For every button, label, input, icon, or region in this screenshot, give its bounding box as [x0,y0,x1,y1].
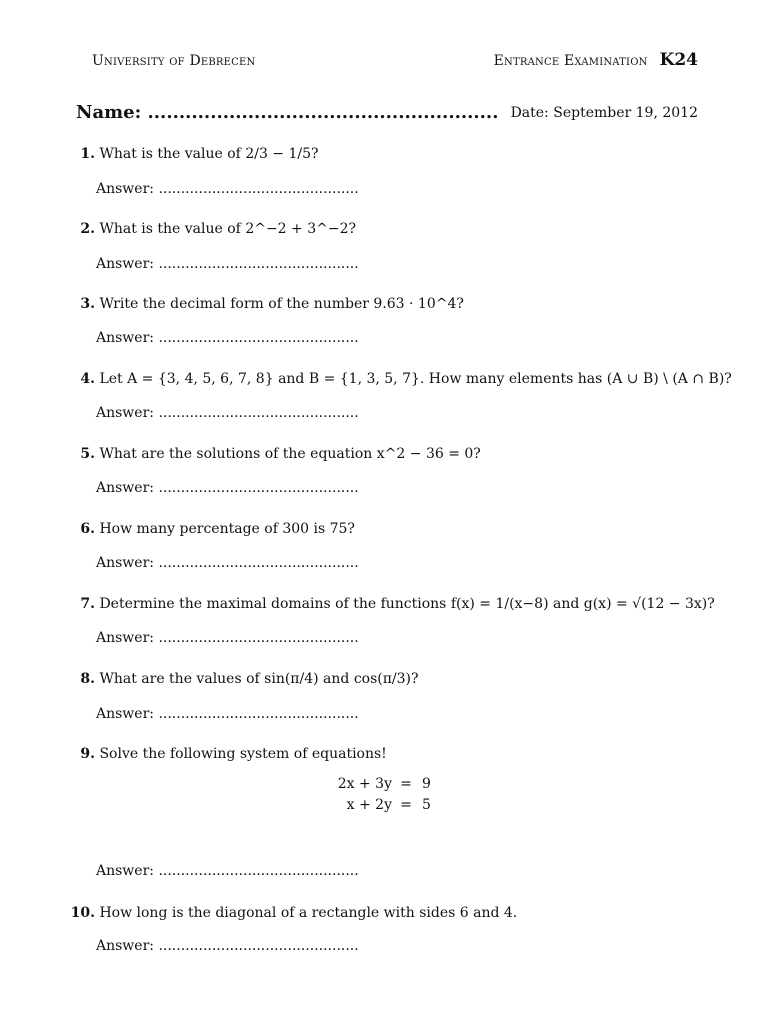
university-name: University of Debrecen [92,53,256,69]
answer-line-5[interactable]: Answer: ............................................. [96,480,359,496]
question-text: Solve the following system of equations! [99,746,387,762]
question-6 [64,519,704,539]
question-number: 6. [80,521,95,537]
system-of-equations [300,774,462,816]
question-text: Write the decimal form of the number 9.63 · 10^4? [99,296,464,312]
question-4 [64,369,732,389]
question-number: 2. [80,221,95,237]
equation-row [300,774,462,795]
question-text: How many percentage of 300 is 75? [99,521,355,537]
exam-code: K24 [659,50,698,70]
answer-line-10[interactable]: Answer: ............................................. [96,938,359,954]
equation-operator: = [400,776,412,792]
question-text: What are the values of sin(π/4) and cos(π/3)? [99,671,419,687]
equation-rhs: 9 [422,776,431,792]
question-number: 4. [80,371,95,387]
question-number: 8. [80,671,95,687]
answer-line-1[interactable]: Answer: ............................................. [96,181,359,197]
answer-line-4[interactable]: Answer: ............................................. [96,405,359,421]
question-8 [64,669,704,689]
question-3 [64,294,704,314]
exam-title: Entrance Examination [493,53,648,69]
question-1 [64,144,704,164]
answer-line-8[interactable]: Answer: ............................................. [96,706,359,722]
question-10 [64,903,704,923]
equation-lhs: x + 2y [346,797,392,813]
question-number: 3. [80,296,95,312]
answer-line-6[interactable]: Answer: ............................................. [96,555,359,571]
question-9 [64,744,704,764]
equation-rhs: 5 [422,797,431,813]
question-number: 9. [80,746,95,762]
question-text: How long is the diagonal of a rectangle with sides 6 and 4. [99,905,518,921]
answer-line-9[interactable]: Answer: ............................................. [96,863,359,879]
question-text: What is the value of 2^−2 + 3^−2? [99,221,357,237]
name-field[interactable]: Name: ........................................................ [76,102,499,123]
question-number: 10. [70,905,95,921]
exam-header [494,50,698,70]
question-text: What is the value of 2/3 − 1/5? [99,146,319,162]
question-7 [64,594,715,614]
question-number: 7. [80,596,95,612]
question-2 [64,219,704,239]
equation-lhs: 2x + 3y [337,776,392,792]
question-text: Let A = {3, 4, 5, 6, 7, 8} and B = {1, 3, 5, 7}. How many elements has (A ∪ B) \ (A ∩ B)? [99,371,732,387]
question-text: What are the solutions of the equation x^2 − 36 = 0? [99,446,481,462]
equation-operator: = [400,797,412,813]
exam-date: Date: September 19, 2012 [510,105,698,121]
answer-line-2[interactable]: Answer: ............................................. [96,256,359,272]
answer-line-3[interactable]: Answer: ............................................. [96,330,359,346]
question-number: 1. [80,146,95,162]
equation-row [300,795,462,816]
question-5 [64,444,704,464]
answer-line-7[interactable]: Answer: ............................................. [96,630,359,646]
question-number: 5. [80,446,95,462]
question-text: Determine the maximal domains of the functions f(x) = 1/(x−8) and g(x) = √(12 − 3x)? [99,596,715,612]
